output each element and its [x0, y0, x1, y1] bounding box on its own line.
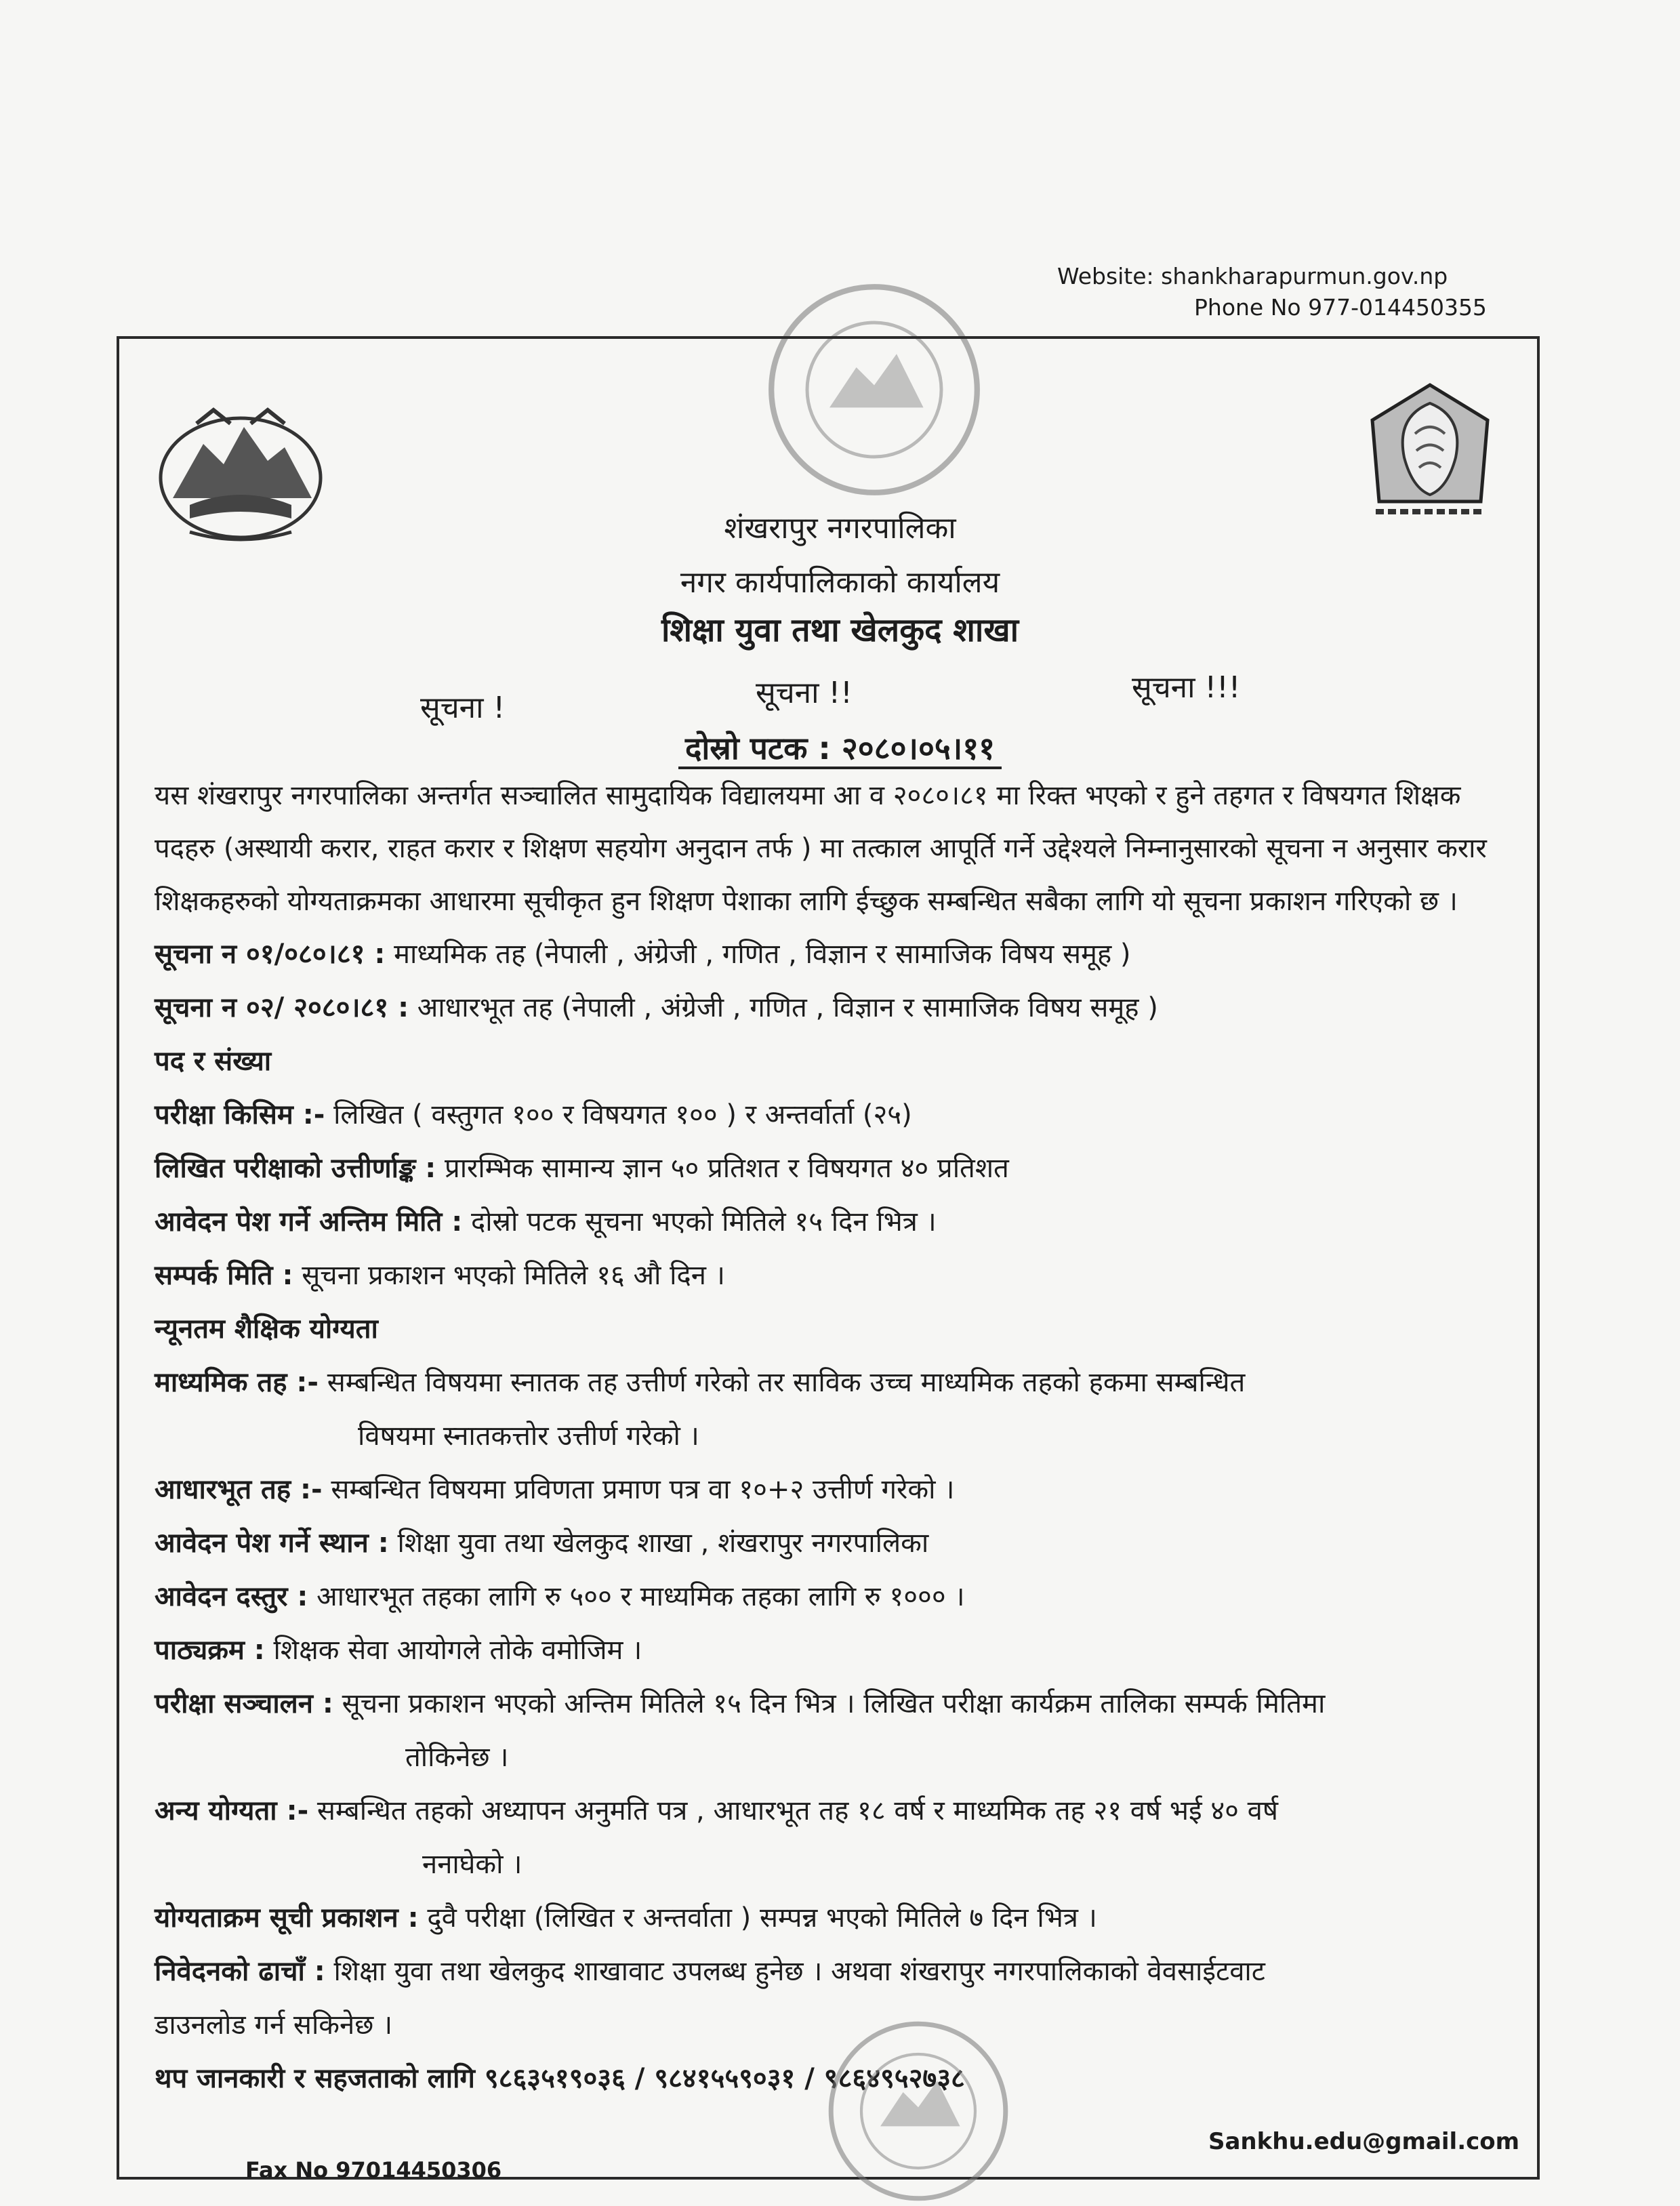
exam-type-row — [155, 1088, 1523, 1142]
office-seal-stamp-bottom-icon — [817, 2016, 1020, 2206]
contact-date-label: सम्पर्क मिति : — [155, 1260, 293, 1291]
exam-conduct-row — [155, 1677, 1523, 1731]
website-text: Website: shankharapurmun.gov.np — [1057, 263, 1448, 289]
merit-list-label: योग्यताक्रम सूची प्रकाशन : — [155, 1902, 419, 1934]
pass-marks-text: प्रारम्भिक सामान्य ज्ञान ५० प्रतिशत र विषयगत ४० प्रतिशत — [444, 1153, 1009, 1184]
notice-2-text: आधारभूत तह (नेपाली , अंग्रेजी , गणित , विज्ञान र सामाजिक विषय समूह ) — [417, 992, 1158, 1023]
exam-conduct-text-cont: तोकिनेछ । — [405, 1742, 509, 1773]
place-label: आवेदन पेश गर्ने स्थान : — [155, 1528, 389, 1559]
syllabus-label: पाठ्यक्रम : — [155, 1635, 265, 1666]
second-publication-date — [0, 729, 1680, 768]
notice-body — [155, 769, 1523, 2106]
pass-marks-row — [155, 1142, 1523, 1196]
exam-type-label: परीक्षा किसिम :- — [155, 1099, 325, 1130]
notice-1-row — [155, 928, 1523, 981]
conch-shell-logo-icon — [1362, 380, 1498, 525]
basic-row — [155, 1463, 1523, 1517]
municipality-name: शंखरापुर नगरपालिका — [724, 511, 956, 546]
fee-label: आवेदन दस्तुर : — [155, 1581, 308, 1612]
notice-2-row — [155, 981, 1523, 1035]
second-publication-date-text: दोस्रो पटक : २०८०।०५।११ — [678, 730, 1002, 769]
other-qualification-text-cont: ननाघेको । — [422, 1849, 523, 1880]
fax-number: Fax No 97014450306 — [245, 2157, 502, 2183]
notice-heading-1: सूचना ! — [420, 691, 506, 725]
place-row — [155, 1517, 1523, 1570]
secondary-row-cont — [155, 1410, 1523, 1463]
secondary-text: सम्बन्धित विषयमा स्नातक तह उत्तीर्ण गरेको तर साविक उच्च माध्यमिक तहको हकमा सम्बन्धित — [327, 1367, 1246, 1398]
deadline-label: आवेदन पेश गर्ने अन्तिम मिति : — [155, 1206, 463, 1238]
secondary-row — [155, 1356, 1523, 1410]
merit-list-text: दुवै परीक्षा (लिखित र अन्तर्वाता ) सम्पन्न भएको मितिले ७ दिन भित्र । — [427, 1902, 1097, 1934]
basic-label: आधारभूत तह :- — [155, 1474, 323, 1505]
contact-date-text: सूचना प्रकाशन भएको मितिले १६ औ दिन । — [302, 1260, 725, 1291]
merit-list-row — [155, 1892, 1523, 1945]
secondary-label: माध्यमिक तह :- — [155, 1367, 319, 1398]
form-label: निवेदनको ढाचाँ : — [155, 1956, 325, 1987]
place-text: शिक्षा युवा तथा खेलकुद शाखा , शंखरापुर नगरपालिका — [397, 1528, 929, 1559]
phone-text: Phone No 977-014450355 — [1194, 294, 1487, 321]
more-info-label: थप जानकारी र सहजताको लागि ९८६३५१९०३६ / ९८४१५५९०३१ / ९८६४९५२७३८ — [155, 2063, 965, 2094]
secondary-text-cont: विषयमा स्नातकत्तोर उत्तीर्ण गरेको । — [358, 1421, 699, 1452]
deadline-text: दोस्रो पटक सूचना भएको मितिले १५ दिन भित्र । — [470, 1206, 937, 1238]
deadline-row — [155, 1196, 1523, 1249]
notice-heading-3: सूचना !!! — [1132, 670, 1241, 705]
form-text-cont: डाउनलोड गर्न सकिनेछ । — [155, 2009, 393, 2041]
other-qualification-text: सम्बन्धित तहको अध्यापन अनुमति पत्र , आधारभूत तह १८ वर्ष र माध्यमिक तह २१ वर्ष भई ४० वर्ष — [316, 1795, 1279, 1826]
min-qualification-label: न्यूनतम शैक्षिक योग्यता — [155, 1313, 378, 1345]
post-count-row — [155, 1035, 1523, 1088]
form-row — [155, 1945, 1523, 1999]
fee-row — [155, 1570, 1523, 1624]
other-qualification-row-cont — [155, 1838, 1523, 1892]
exam-type-text: लिखित ( वस्तुगत १०० र विषयगत १०० ) र अन्तर्वार्ता (२५) — [333, 1099, 912, 1130]
exam-conduct-text: सूचना प्रकाशन भएको अन्तिम मितिले १५ दिन भित्र । लिखित परीक्षा कार्यक्रम तालिका सम्पर्क मितिमा — [342, 1688, 1326, 1719]
exam-conduct-label: परीक्षा सञ्चालन : — [155, 1688, 333, 1719]
contact-date-row — [155, 1249, 1523, 1303]
email-address: Sankhu.edu@gmail.com — [1208, 2128, 1520, 2155]
exam-conduct-row-cont — [155, 1731, 1523, 1784]
post-count-label: पद र संख्या — [155, 1046, 272, 1077]
min-qualification-row — [155, 1303, 1523, 1356]
syllabus-row — [155, 1624, 1523, 1677]
notice-2-label: सूचना न ०२/ २०८०।८१ : — [155, 992, 409, 1023]
other-qualification-label: अन्य योग्यता :- — [155, 1795, 309, 1826]
intro-paragraph: यस शंखरापुर नगरपालिका अन्तर्गत सञ्चालित सामुदायिक विद्यालयमा आ व २०८०।८१ मा रिक्त भएको र हुने तहगत र विषयगत शिक्षक पदहरु (अस्थायी करार, राहत करार र शिक्षण सहयोग अनुदान तर्फ ) मा तत्काल आपूर्ति गर्ने उद्देश्यले निम्नानुसारको सूचना न अनुसार करार शिक्षकहरुको योग्यताक्रमका आधारमा सूचीकृत हुन शिक्षण पेशाका लागि ईच्छुक सम्बन्धित सबैका लागि यो सूचना प्रकाशन गरिएको छ । — [155, 780, 1487, 917]
form-text: शिक्षा युवा तथा खेलकुद शाखावाट उपलब्ध हुनेछ । अथवा शंखरापुर नगरपालिकाको वेवसाईटवाट — [333, 1956, 1265, 1987]
basic-text: सम्बन्धित विषयमा प्रविणता प्रमाण पत्र वा १०+२ उत्तीर्ण गरेको । — [331, 1474, 955, 1505]
syllabus-text: शिक्षक सेवा आयोगले तोके वमोजिम । — [273, 1635, 642, 1666]
other-qualification-row — [155, 1784, 1523, 1838]
office-subtitle: नगर कार्यपालिकाको कार्यालय — [680, 565, 1000, 600]
notice-1-text: माध्यमिक तह (नेपाली , अंग्रेजी , गणित , विज्ञान र सामाजिक विषय समूह ) — [394, 939, 1131, 970]
pass-marks-label: लिखित परीक्षाको उत्तीर्णाङ्क : — [155, 1153, 436, 1184]
notice-1-label: सूचना न ०१/०८०।८१ : — [155, 939, 386, 970]
branch-title: शिक्षा युवा तथा खेलकुद शाखा — [661, 611, 1019, 649]
fee-text: आधारभूत तहका लागि रु ५०० र माध्यमिक तहका लागि रु १००० । — [316, 1581, 965, 1612]
notice-heading-2: सूचना !! — [756, 676, 853, 710]
